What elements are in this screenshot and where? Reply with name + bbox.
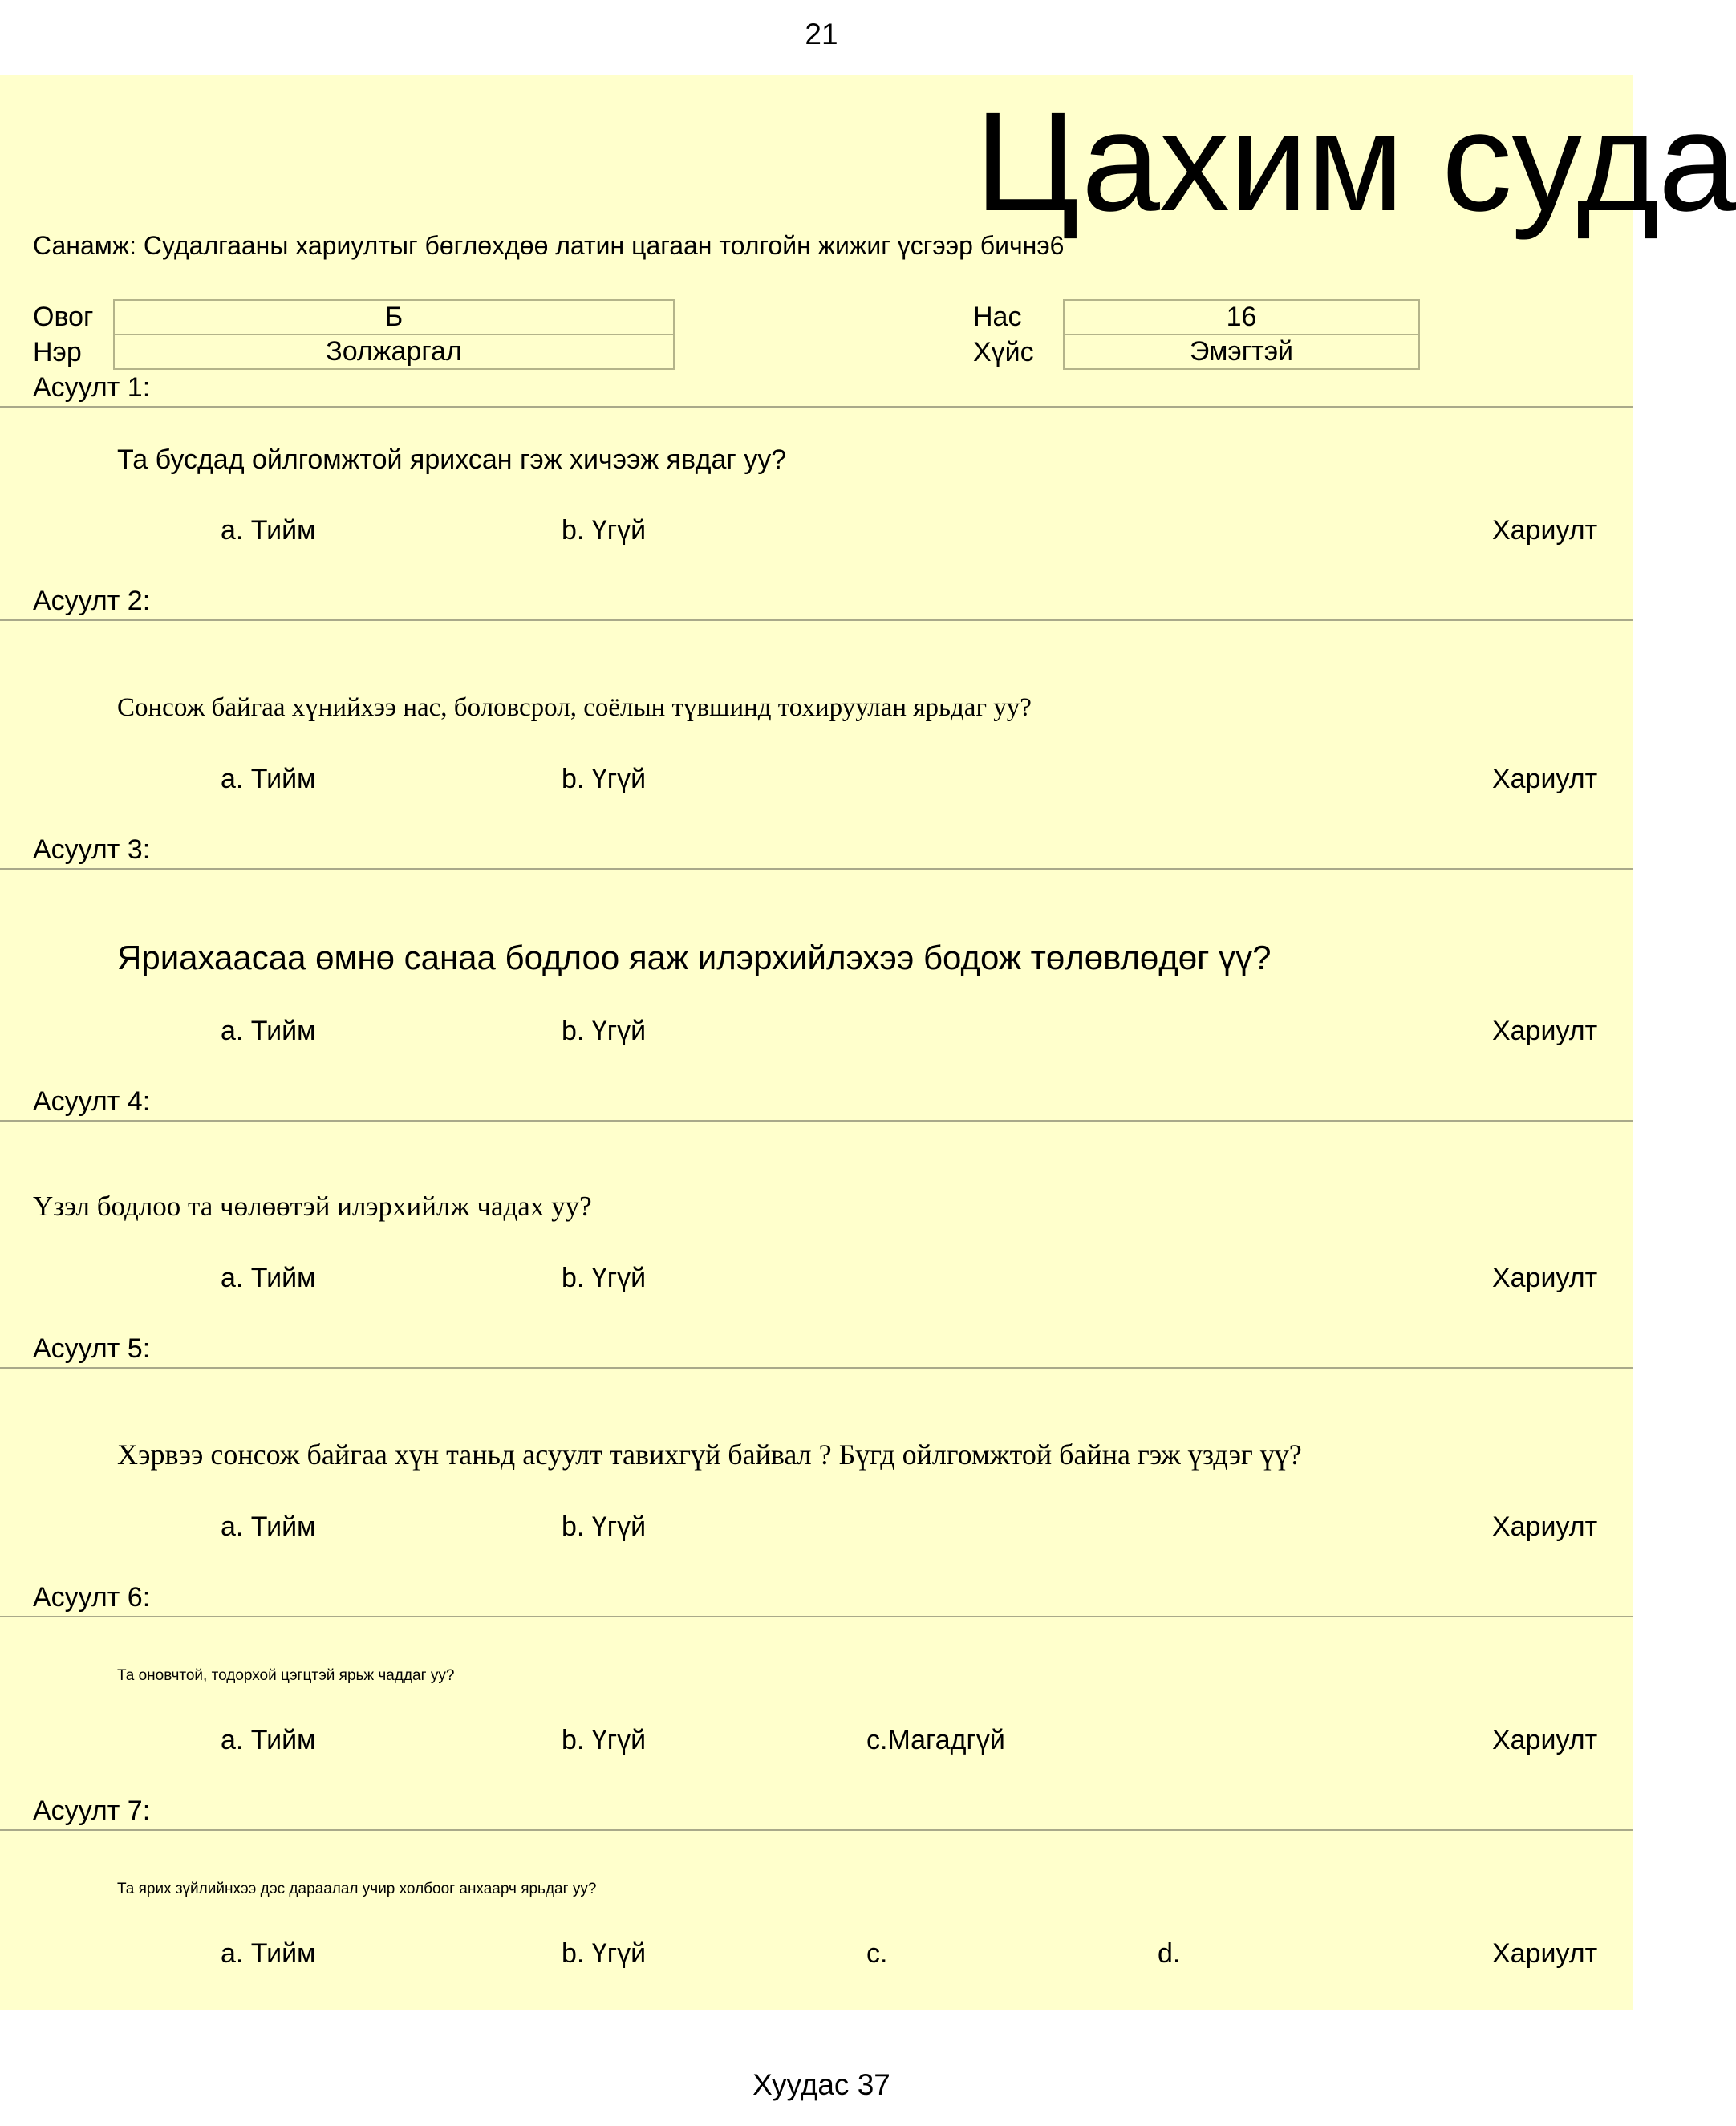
question-2-option-b[interactable]: b. Үгүй (562, 764, 647, 794)
surname-field[interactable]: Б (113, 299, 675, 335)
gender-field[interactable]: Эмэгтэй (1063, 334, 1420, 370)
question-4-header: Асуулт 4: (33, 1086, 151, 1117)
question-3-divider (0, 868, 1633, 870)
age-field[interactable]: 16 (1063, 299, 1420, 335)
question-6-header: Асуулт 6: (33, 1582, 151, 1613)
question-6-option-b[interactable]: b. Үгүй (562, 1725, 647, 1755)
question-3-option-a[interactable]: a. Тийм (221, 1016, 316, 1046)
question-7-divider (0, 1829, 1633, 1831)
question-1-text: Та бусдад ойлгомжтой ярихсан гэж хичээж явдаг уу? (117, 444, 787, 475)
question-7-option-b[interactable]: b. Үгүй (562, 1938, 647, 1969)
question-3-header: Асуулт 3: (33, 834, 151, 865)
page-footer: Хуудас 37 (752, 2068, 890, 2101)
question-1-header: Асуулт 1: (33, 372, 151, 403)
gender-label: Хүйс (973, 337, 1034, 367)
name-field[interactable]: Золжаргал (113, 334, 675, 370)
question-5-header: Асуулт 5: (33, 1333, 151, 1364)
question-7-answer[interactable]: Хариулт (1492, 1938, 1598, 1969)
question-5-text: Хэрвээ сонсож байгаа хүн таньд асуулт тавихгүй байвал ? Бүгд ойлгомжтой байна гэж үздэг үү? (117, 1438, 1302, 1471)
question-6-text: Та оновчтой, тодорхой цэгцтэй ярьж чаддаг уу? (117, 1667, 455, 1684)
question-3-answer[interactable]: Хариулт (1492, 1016, 1598, 1046)
page-number: 21 (805, 18, 838, 51)
question-6-answer[interactable]: Хариулт (1492, 1725, 1598, 1755)
question-2-header: Асуулт 2: (33, 586, 151, 616)
question-6-option-c[interactable]: c.Магадгүй (866, 1725, 1005, 1755)
instruction-note: Санамж: Судалгааны хариултыг бөглөхдөө латин цагаан толгойн жижиг үсгээр бичнэ6 (33, 231, 1065, 260)
question-7-header: Асуулт 7: (33, 1795, 151, 1826)
survey-title: Цахим суда (975, 83, 1736, 241)
surname-label: Овог (33, 302, 94, 332)
question-4-option-b[interactable]: b. Үгүй (562, 1263, 647, 1293)
question-4-text: Үзэл бодлоо та чөлөөтэй илэрхийлж чадах уу? (33, 1191, 592, 1222)
question-1-option-a[interactable]: a. Тийм (221, 515, 316, 546)
question-4-answer[interactable]: Хариулт (1492, 1263, 1598, 1293)
age-label: Нас (973, 302, 1022, 332)
question-7-text: Та ярих зүйлийнхээ дэс дараалал учир холбоог анхаарч ярьдаг уу? (117, 1881, 597, 1897)
question-4-divider (0, 1120, 1633, 1122)
question-1-divider (0, 406, 1633, 408)
question-5-option-b[interactable]: b. Үгүй (562, 1511, 647, 1542)
question-2-divider (0, 619, 1633, 621)
question-6-option-a[interactable]: a. Тийм (221, 1725, 316, 1755)
question-2-option-a[interactable]: a. Тийм (221, 764, 316, 794)
question-1-answer[interactable]: Хариулт (1492, 515, 1598, 546)
question-2-answer[interactable]: Хариулт (1492, 764, 1598, 794)
question-5-option-a[interactable]: a. Тийм (221, 1511, 316, 1542)
question-5-answer[interactable]: Хариулт (1492, 1511, 1598, 1542)
question-7-option-c[interactable]: c. (866, 1938, 888, 1969)
question-5-divider (0, 1367, 1633, 1369)
name-label: Нэр (33, 337, 82, 367)
question-3-text: Яриахаасаа өмнө санаа бодлоо яаж илэрхийлэхээ бодож төлөвлөдөг үү? (117, 939, 1272, 976)
question-4-option-a[interactable]: a. Тийм (221, 1263, 316, 1293)
question-2-text: Сонсож байгаа хүнийхээ нас, боловсрол, соёлын түвшинд тохируулан ярьдаг уу? (117, 693, 1032, 722)
question-3-option-b[interactable]: b. Үгүй (562, 1016, 647, 1046)
question-7-option-a[interactable]: a. Тийм (221, 1938, 316, 1969)
question-6-divider (0, 1616, 1633, 1617)
question-1-option-b[interactable]: b. Үгүй (562, 515, 647, 546)
question-7-option-d[interactable]: d. (1158, 1938, 1181, 1969)
survey-sheet (0, 75, 1736, 2010)
